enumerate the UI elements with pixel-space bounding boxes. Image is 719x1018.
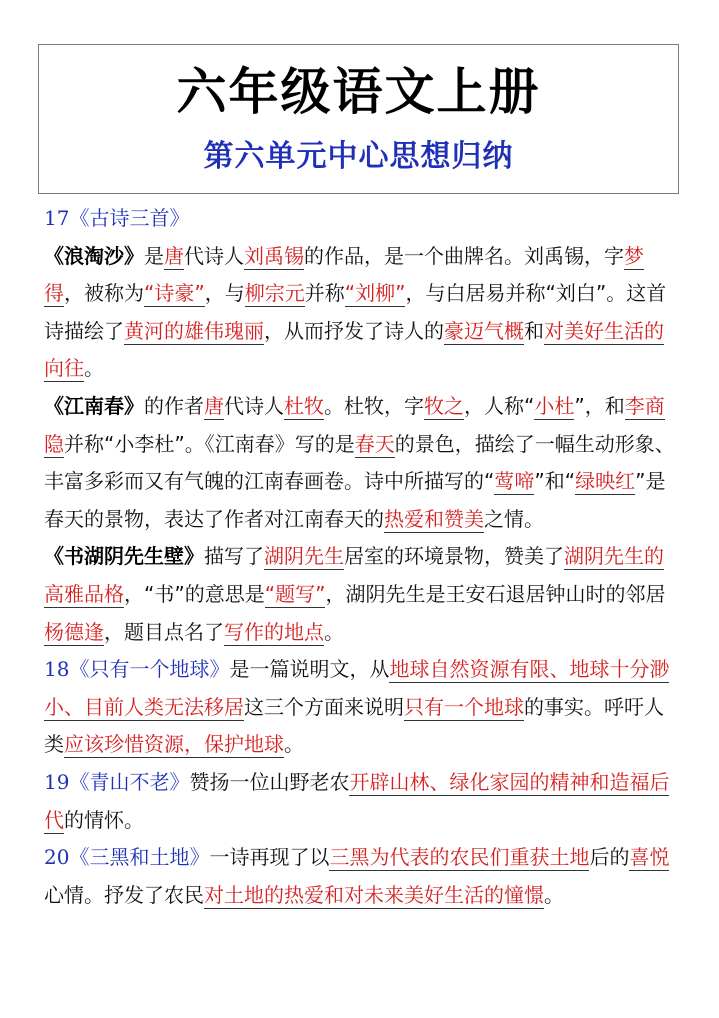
text-run: 之情。 bbox=[484, 506, 544, 531]
highlighted-keyword: 杨德逢 bbox=[44, 619, 104, 644]
highlighted-keyword: 地球自然资源有限、地球十分渺小、目前人类无法移居 bbox=[44, 657, 670, 719]
text-run: 的作品，是一个曲牌名。刘禹锡，字 bbox=[304, 243, 624, 268]
highlighted-keyword: 柳宗元 bbox=[244, 281, 305, 306]
text-run: ”和“ bbox=[534, 469, 576, 494]
text-run: 一诗再现了以 bbox=[209, 845, 330, 870]
paragraph-shuhuyin bbox=[44, 538, 678, 651]
highlighted-keyword: “诗豪” bbox=[144, 281, 205, 306]
page-subtitle: 第六单元中心思想归纳 bbox=[203, 139, 514, 174]
paragraph-s19 bbox=[44, 764, 678, 839]
highlighted-keyword: 黄河的雄伟瑰丽 bbox=[124, 318, 264, 343]
highlighted-keyword: 湖阴先生的高雅品格 bbox=[44, 544, 664, 606]
text-run: 。 bbox=[324, 619, 344, 644]
highlighted-keyword: 只有一个地球 bbox=[404, 694, 524, 719]
text-run: ”，和 bbox=[574, 393, 625, 418]
highlighted-keyword: 湖阴先生 bbox=[264, 544, 344, 569]
highlighted-keyword: 牧之 bbox=[424, 393, 464, 418]
highlighted-keyword: 开辟山林、绿化家园的精神和造福后代 bbox=[44, 769, 670, 832]
text-run: 是一篇说明文，从 bbox=[229, 657, 390, 682]
content-body bbox=[44, 200, 678, 914]
highlighted-keyword: 豪迈气概 bbox=[444, 318, 524, 343]
text-run: 。杜牧，字 bbox=[324, 393, 424, 418]
paragraph-s20 bbox=[44, 839, 678, 914]
highlighted-keyword: 唐 bbox=[204, 393, 224, 418]
text-run: 心情。抒发了农民 bbox=[44, 882, 204, 907]
poem-title: 《江南春》 bbox=[44, 393, 144, 418]
text-run: ，与白居易并称“刘白”。这首诗描绘了 bbox=[44, 281, 667, 343]
section-18-heading: 18《只有一个地球》 bbox=[44, 657, 230, 682]
highlighted-keyword: 喜悦 bbox=[629, 845, 670, 870]
highlighted-keyword: 绿映红 bbox=[575, 469, 636, 494]
highlighted-keyword: “刘柳” bbox=[344, 281, 406, 306]
text-run: 的作者 bbox=[144, 393, 204, 418]
text-run: 。 bbox=[84, 356, 104, 381]
text-run: 。 bbox=[544, 882, 564, 907]
text-run: 居室的环境景物，赞美了 bbox=[344, 544, 564, 569]
section-19-heading: 19《青山不老》 bbox=[44, 769, 190, 794]
highlighted-keyword: 莺啼 bbox=[494, 469, 535, 494]
highlighted-keyword: 梦得 bbox=[44, 243, 644, 306]
highlighted-keyword: 写作的地点 bbox=[224, 619, 324, 644]
text-run: 描写了 bbox=[204, 544, 264, 569]
highlighted-keyword: 唐 bbox=[164, 243, 184, 268]
text-run: 赞扬一位山野老农 bbox=[189, 769, 350, 794]
text-run: ，被称为 bbox=[64, 281, 144, 306]
text-run: 的情怀。 bbox=[64, 807, 144, 832]
text-run: 并称 bbox=[304, 281, 345, 306]
section-17-heading: 17《古诗三首》 bbox=[44, 206, 190, 230]
highlighted-keyword: 热爱和赞美 bbox=[384, 506, 484, 531]
text-run: 的景色，描绘了一幅生动形象、丰富多彩而又有气魄的江南春画卷。诗中所描写的“ bbox=[44, 431, 675, 494]
highlighted-keyword: 杜牧 bbox=[284, 393, 324, 418]
highlighted-keyword: 对土地的热爱和对未来美好生活的憧憬 bbox=[204, 882, 544, 907]
text-run: 。 bbox=[284, 732, 304, 757]
highlighted-keyword: 李商隐 bbox=[44, 393, 665, 456]
text-run: 并称“小李杜”。《江南春》写的是 bbox=[64, 431, 355, 456]
highlighted-keyword: 对美好生活的向往 bbox=[44, 318, 664, 381]
text-run: ，人称“ bbox=[464, 393, 535, 418]
highlighted-keyword: 三黑为代表的农民们重获土地 bbox=[329, 845, 590, 870]
poem-title: 《浪淘沙》 bbox=[44, 243, 144, 268]
highlighted-keyword: 应该珍惜资源，保护地球 bbox=[64, 732, 284, 757]
text-run: 和 bbox=[524, 318, 544, 343]
highlighted-keyword: 刘禹锡 bbox=[244, 243, 304, 268]
text-run: 代诗人 bbox=[184, 243, 244, 268]
title-box bbox=[38, 44, 679, 194]
paragraph-jiangnanchun bbox=[44, 388, 678, 538]
text-run: ，与 bbox=[204, 281, 245, 306]
poem-title: 《书湖阴先生壁》 bbox=[44, 544, 204, 569]
text-run: ”是春天的景物，表达了作者对江南春天的 bbox=[44, 469, 666, 531]
paragraph-s18 bbox=[44, 651, 678, 764]
text-run: 这三个方面来说明 bbox=[244, 694, 404, 719]
text-run: 是 bbox=[144, 243, 164, 268]
highlighted-keyword: 春天 bbox=[354, 431, 395, 456]
paragraph-langtaosha bbox=[44, 238, 678, 388]
page-title: 六年级语文上册 bbox=[176, 62, 541, 121]
text-run: ，题目点名了 bbox=[104, 619, 224, 644]
text-run: 代诗人 bbox=[224, 393, 284, 418]
highlighted-keyword: “题写” bbox=[264, 581, 326, 606]
highlighted-keyword: 小杜 bbox=[534, 393, 575, 418]
text-run: ，从而抒发了诗人的 bbox=[264, 318, 444, 343]
text-run: ，湖阴先生是王安石退居钟山时的邻居 bbox=[325, 581, 666, 606]
text-run: ，“书”的意思是 bbox=[124, 581, 265, 606]
text-run: 后的 bbox=[589, 845, 630, 870]
section-20-heading: 20《三黑和土地》 bbox=[44, 845, 210, 870]
text-run: 的事实。呼吁人类 bbox=[44, 694, 664, 757]
